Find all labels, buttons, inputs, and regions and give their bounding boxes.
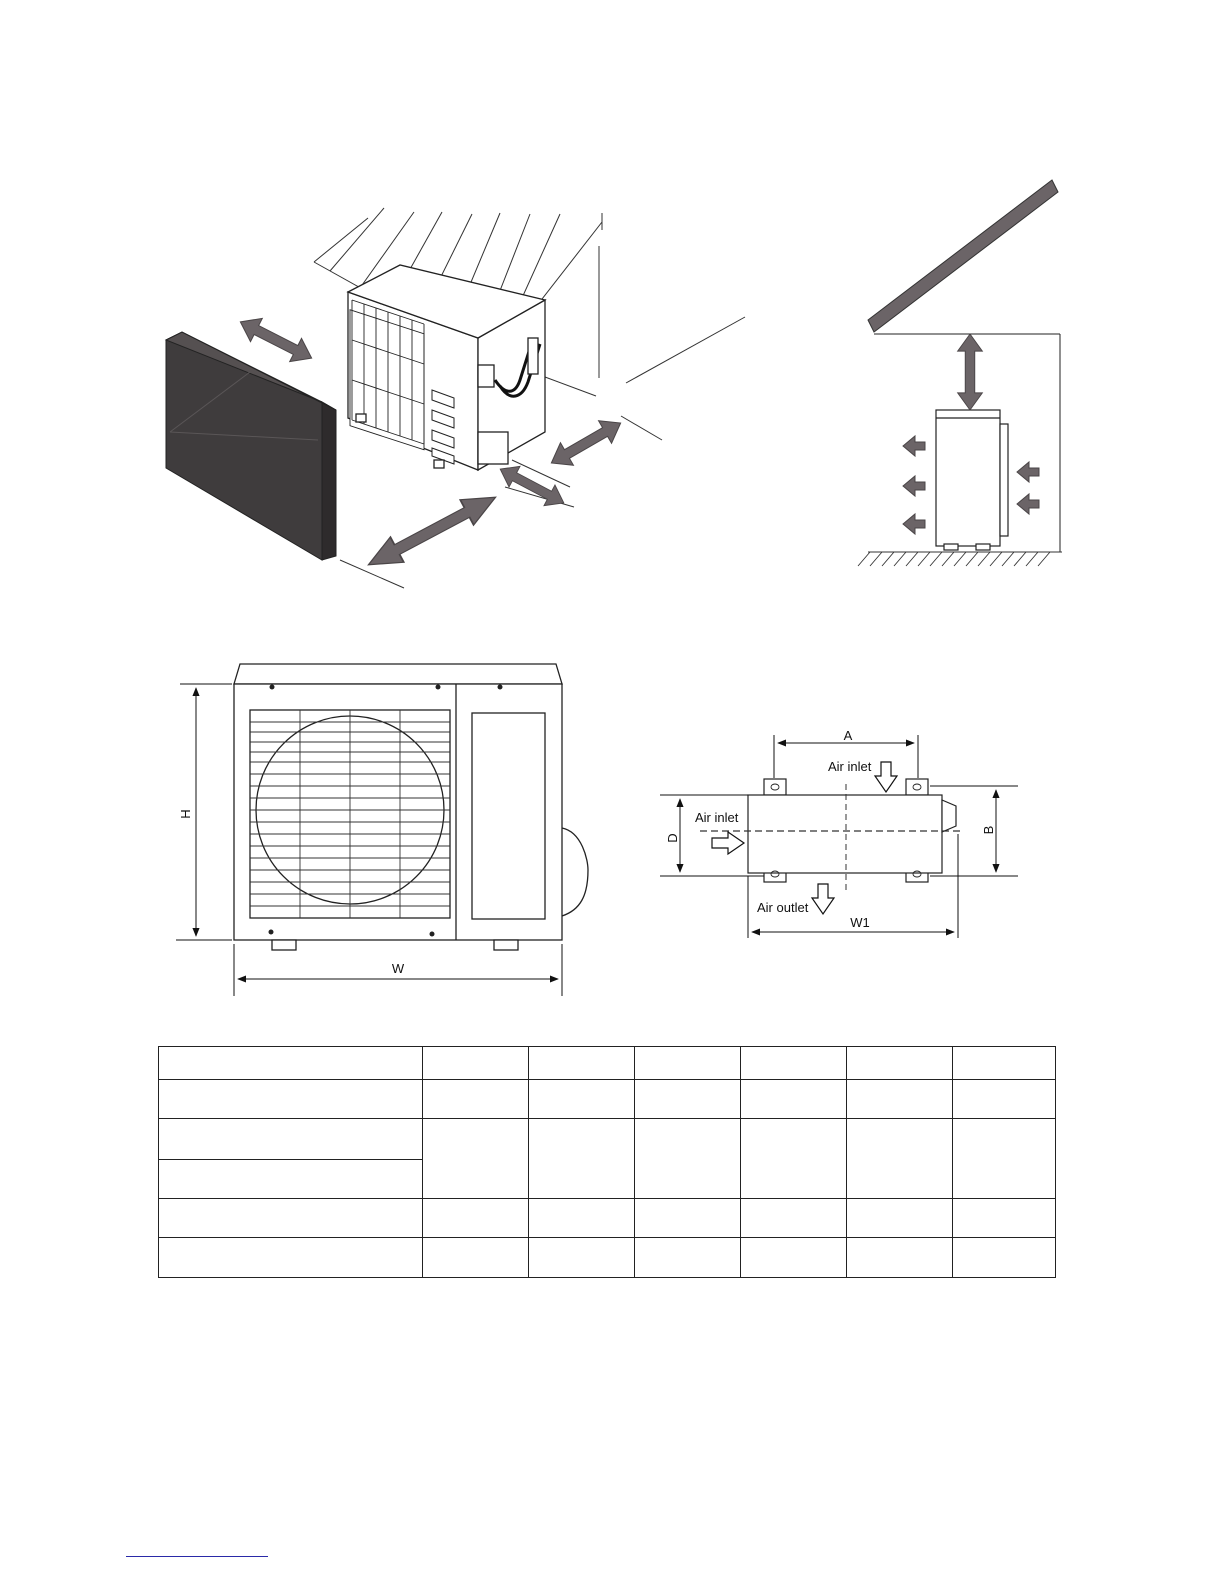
outdoor-unit-side bbox=[936, 410, 1008, 550]
table-cell bbox=[847, 1047, 953, 1080]
air-inlet-arrow-icon bbox=[875, 762, 897, 792]
width-label: W bbox=[391, 961, 405, 976]
table-cell bbox=[529, 1047, 635, 1080]
table-cell bbox=[847, 1119, 953, 1199]
double-arrow-icon bbox=[545, 412, 627, 475]
table-cell bbox=[635, 1047, 741, 1080]
dimension-b-label: B bbox=[981, 825, 996, 835]
air-outlet-label: Air outlet bbox=[757, 900, 809, 915]
table-cell bbox=[529, 1080, 635, 1119]
table-cell bbox=[741, 1199, 847, 1238]
table-row bbox=[159, 1119, 1056, 1160]
table-cell bbox=[529, 1199, 635, 1238]
table-cell bbox=[953, 1047, 1056, 1080]
table-cell bbox=[423, 1080, 529, 1119]
table-cell bbox=[847, 1080, 953, 1119]
table-cell bbox=[741, 1119, 847, 1199]
table-cell bbox=[741, 1047, 847, 1080]
table-cell bbox=[635, 1199, 741, 1238]
table-cell bbox=[635, 1238, 741, 1278]
table-cell bbox=[953, 1119, 1056, 1199]
dimension-table bbox=[158, 1046, 1056, 1278]
table-cell bbox=[159, 1238, 423, 1278]
table-cell bbox=[741, 1238, 847, 1278]
side-elevation-figure bbox=[858, 180, 1062, 566]
isometric-installation-figure bbox=[166, 208, 745, 588]
air-inlet-left-label: Air inlet bbox=[695, 810, 739, 825]
table-cell bbox=[159, 1160, 423, 1199]
dimension-w1-label: W1 bbox=[850, 915, 870, 930]
table-cell bbox=[159, 1199, 423, 1238]
ground-hatch bbox=[858, 552, 1062, 566]
table-cell bbox=[159, 1047, 423, 1080]
table-cell bbox=[423, 1238, 529, 1278]
table-cell bbox=[635, 1080, 741, 1119]
table-cell bbox=[529, 1238, 635, 1278]
table-cell bbox=[847, 1199, 953, 1238]
table-cell bbox=[847, 1238, 953, 1278]
air-flow-arrow-icon bbox=[1017, 494, 1039, 514]
table-cell bbox=[423, 1119, 529, 1199]
double-arrow-icon bbox=[958, 334, 983, 410]
air-inlet-arrow-icon bbox=[712, 832, 744, 854]
air-flow-arrow-icon bbox=[903, 514, 925, 534]
air-flow-arrow-icon bbox=[903, 476, 925, 496]
table-row bbox=[159, 1238, 1056, 1278]
table-row bbox=[159, 1080, 1056, 1119]
outdoor-unit-isometric bbox=[348, 265, 545, 470]
footnote-divider bbox=[126, 1556, 268, 1557]
table-cell bbox=[423, 1047, 529, 1080]
table-cell bbox=[953, 1080, 1056, 1119]
air-flow-arrow-icon bbox=[1017, 462, 1039, 482]
table-row bbox=[159, 1199, 1056, 1238]
table-cell bbox=[159, 1119, 423, 1160]
dimension-a-label: A bbox=[843, 728, 853, 743]
front-view-figure bbox=[176, 664, 588, 996]
air-outlet-arrow-icon bbox=[812, 884, 834, 914]
table-cell bbox=[953, 1199, 1056, 1238]
table-cell bbox=[953, 1238, 1056, 1278]
height-label: H bbox=[178, 809, 193, 819]
top-view-figure bbox=[660, 728, 1018, 938]
table-cell bbox=[423, 1199, 529, 1238]
table-cell bbox=[635, 1119, 741, 1199]
dimension-d-label: D bbox=[665, 833, 680, 843]
double-arrow-icon bbox=[495, 459, 570, 513]
obstacle-panel bbox=[166, 332, 336, 560]
double-arrow-icon bbox=[362, 485, 503, 578]
table-cell bbox=[159, 1080, 423, 1119]
air-flow-arrow-icon bbox=[903, 436, 925, 456]
table-cell bbox=[529, 1119, 635, 1199]
table-row bbox=[159, 1047, 1056, 1080]
double-arrow-icon bbox=[234, 310, 317, 369]
air-inlet-top-label: Air inlet bbox=[828, 759, 872, 774]
table-cell bbox=[741, 1080, 847, 1119]
